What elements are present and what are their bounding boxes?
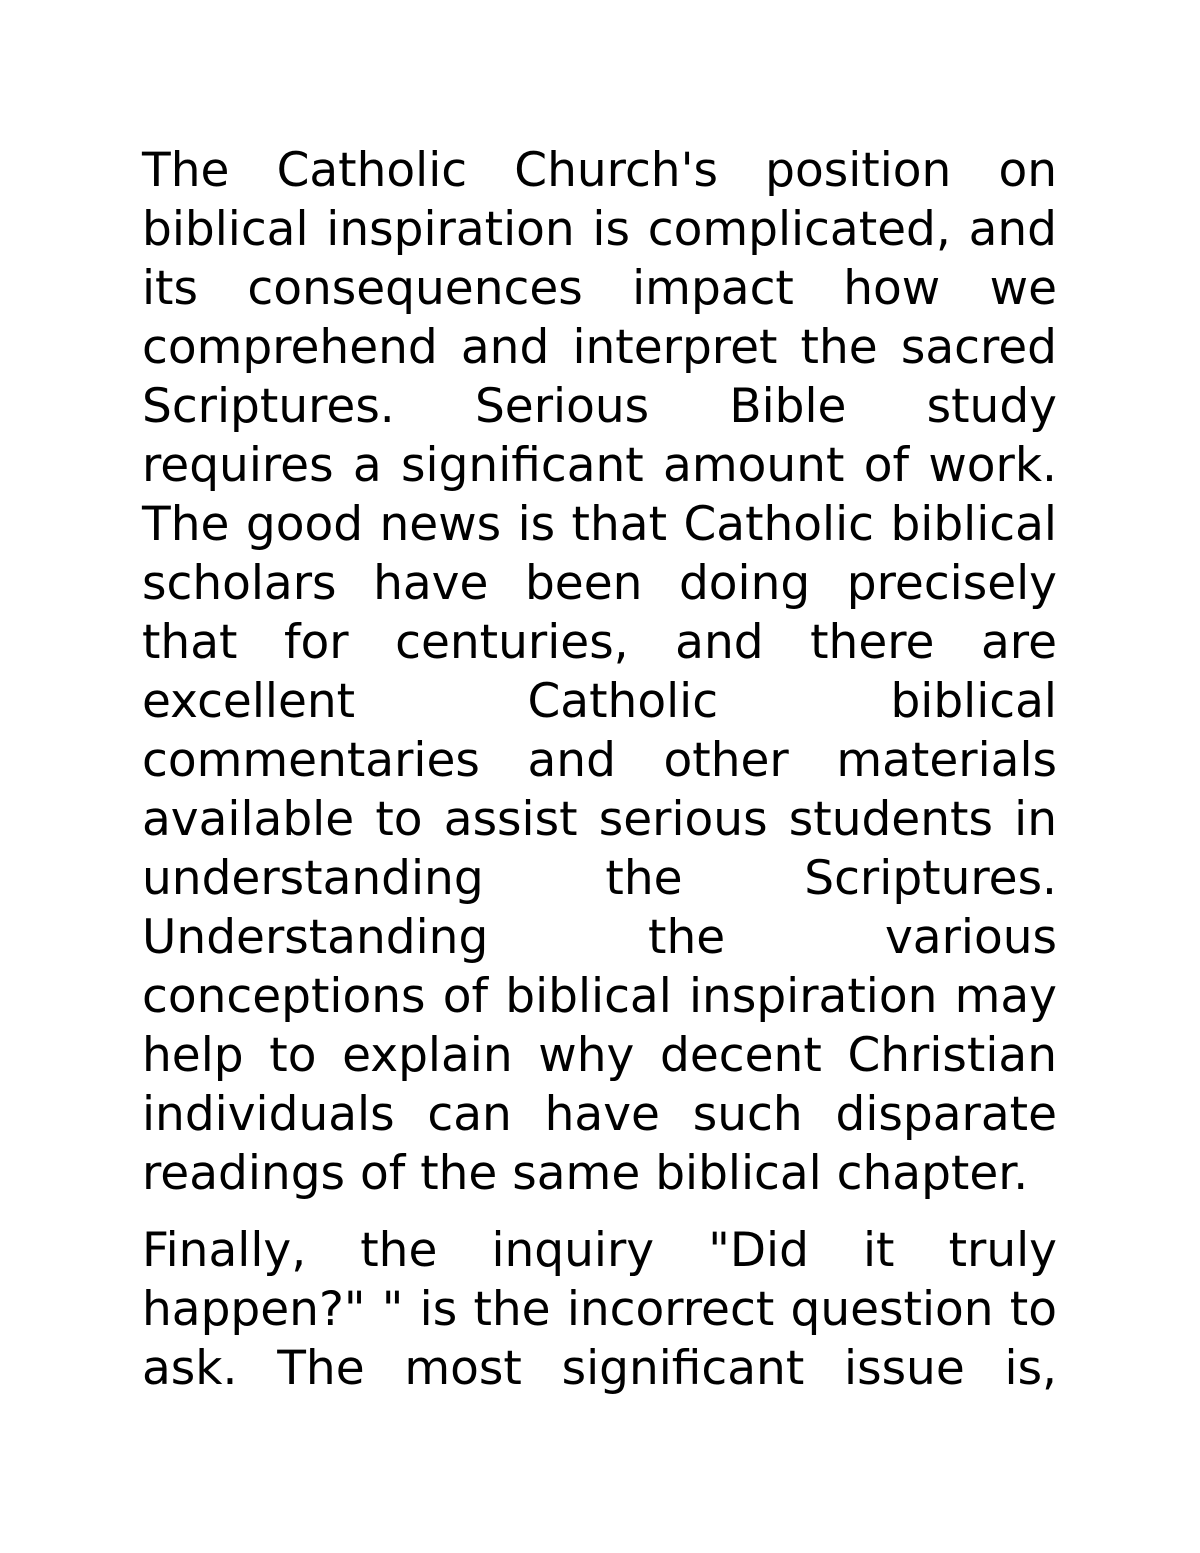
document-body bbox=[142, 141, 1057, 1398]
paragraph-1: The Catholic Church's position on biblical inspiration is complicated, and its consequences impact how we comprehend and interpret the sacred Scriptures. Serious Bible study requires a significant amount of work. The good news is that Catholic biblical scholars have been doing precisely that for centuries, and there are excellent Catholic biblical commentaries and other materials available to assist serious students in understanding the Scriptures. Understanding the various conceptions of biblical inspiration may help to explain why decent Christian individuals can have such disparate readings of the same biblical chapter. bbox=[142, 143, 1057, 1201]
paragraph-2: Finally, the inquiry "Did it truly happen?" " is the incorrect question to ask. The most significant issue is, bbox=[142, 1223, 1057, 1396]
